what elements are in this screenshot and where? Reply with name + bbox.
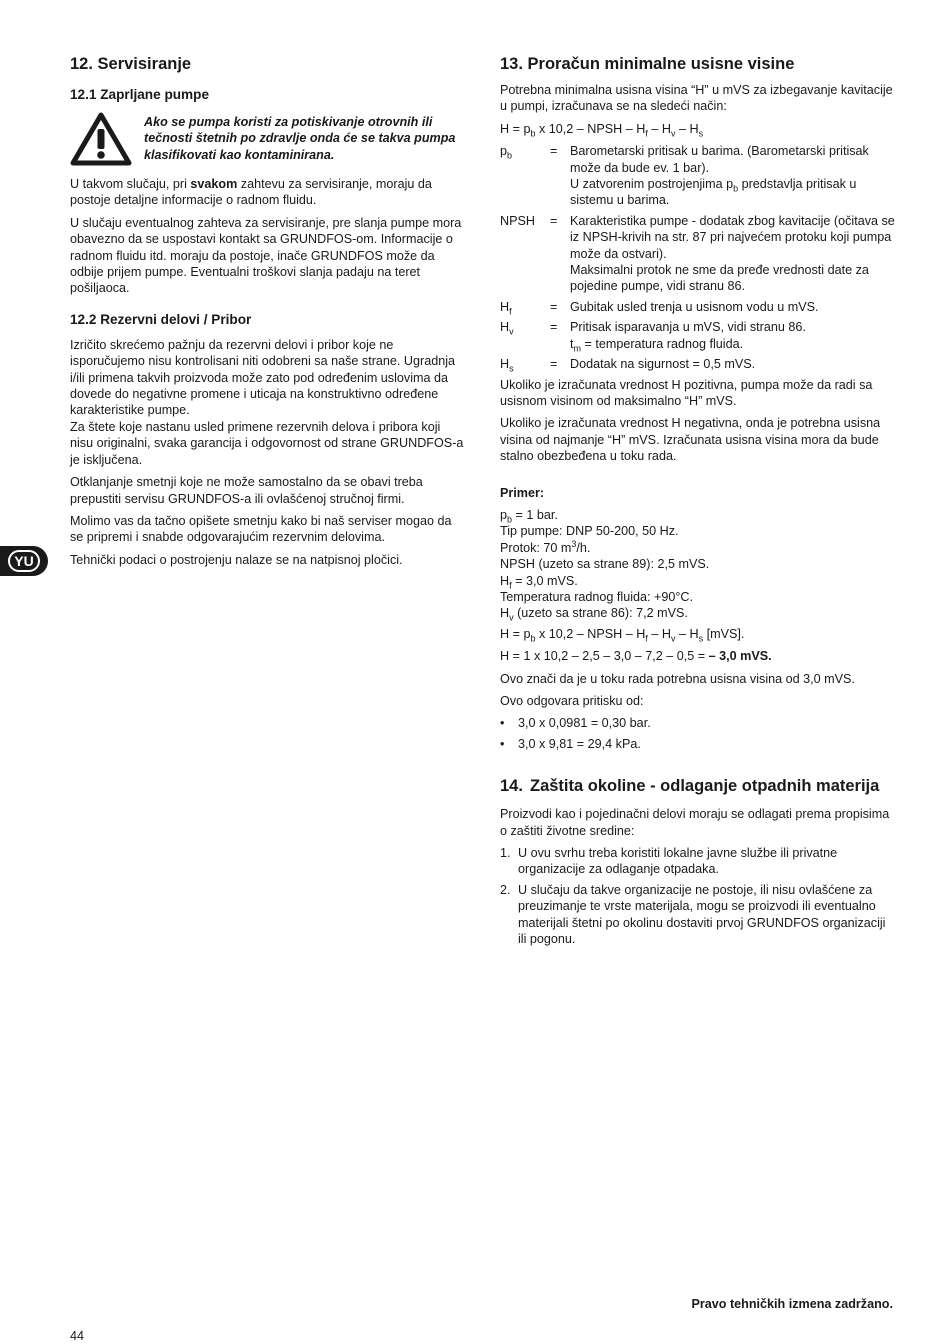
example-values: $p_b = 1$ bar. Tip pumpe: DNP 50-200, 50 Hz. Protok: 70 $m^3/h$. NPSH (uzeto sa strane 89): 2,5 mVS. $H_f = 3,0$ mVS. Temperatura radnog fluida: +90°C. $H_v$ (uzeto sa strane 86): 7,2 mVS. <box>500 507 710 623</box>
example-calculation: H = 1 x 10,2 – 2,5 – 3,0 – 7,2 – 0,5 = – 3,0 mVS. <box>500 649 772 664</box>
definition-hv: $H_v$ = Pritisak isparavanja u mVS, vidi stranu 86. $t_m$ = temperatura radnog fluida. <box>500 320 806 354</box>
paragraph-negative-h: Ukoliko je izračunata vrednost H negativna, onda je potrebna usisna visina od najmanje “H” mVS. Izračunata usisna visina mora da bude stalno obezbeđena u toku rada. <box>500 416 881 464</box>
definitions-list <box>500 143 895 372</box>
paragraph-troubleshooting: Otklanjanje smetnji koje ne može samostalno da se obavi treba prepustiti servisu GRUNDFOS-a ili ovlašćenoj stručnoj firmi. <box>70 475 423 506</box>
paragraph-contact: U slučaju eventualnog zahteva za servisiranje, pre slanja pumpe mora obavezno da se uspostavi kontakt sa GRUNDFOS-om. Informacije o radnom fluidu itd. moraju da postoje, inače GRUNDFOS može da odbije prijem pumpe. Eventualni troškovi slanja padaju na teret pošiljaoca. <box>70 215 462 296</box>
paragraph-nameplate: Tehnički podaci o postrojenju nalaze se na natpisnoj pločici. <box>70 552 403 567</box>
list-item: 1. U ovu svrhu treba koristiti lokalne javne službe ili privatne organizacije za odlaganje otpadaka. <box>500 846 838 877</box>
paragraph-intro: Potrebna minimalna usisna visina “H” u mVS za izbegavanje kavitacije u pumpi, izračunava se na sledeći način: <box>500 83 893 114</box>
list-item: • 3,0 x 0,0981 = 0,30 bar. <box>500 716 651 731</box>
warning-box <box>70 112 465 166</box>
list-item: 2. U slučaju da takve organizacije ne postoje, ili nisu ovlašćene za preuzimanje te vrste materijala, mogu se proizvodi ili eventualno materijali štetni po okolinu dostaviti prvoj GRUNDFOS organizaciji ili pogonu. <box>500 882 886 947</box>
right-column <box>500 54 895 951</box>
section-12-heading: 12. Servisiranje <box>70 55 192 73</box>
footer-note: Pravo tehničkih izmena zadržano. <box>691 1297 893 1311</box>
example-formula: $H = p_b$ x 10,2 – NPSH – $H_f - H_v - H_s$ [mVS]. <box>500 626 745 644</box>
paragraph-service-info: U takvom slučaju, pri svakom zahtevu za servisiranje, moraju da postoje detaljne informacije o radnom fluidu. <box>70 177 432 208</box>
disposal-list <box>500 845 895 947</box>
left-column <box>70 54 465 574</box>
paragraph-environment: Proizvodi kao i pojedinačni delovi moraju se odlagati prema propisima o zaštiti životne sredine: <box>500 807 890 838</box>
example-corresponds: Ovo odgovara pritisku od: <box>500 694 644 708</box>
list-item: • 3,0 x 9,81 = 29,4 kPa. <box>500 736 641 751</box>
language-tab: YU <box>0 546 48 576</box>
page-number: 44 <box>70 1329 85 1343</box>
example-label: Primer: <box>500 485 545 500</box>
paragraph-spare-parts: Izričito skrećemo pažnju da rezervni delovi i pribor koje ne isporučujemo nisu kontrolisani niti odobreni sa naše strane. Ugradnja i/ili primena takvih proizvoda može zato pod određenim uslovima da dovede do negativne promene i uticaja na konstruktivno određene karakteristike pumpe. <box>70 337 456 418</box>
warning-text: Ako se pumpa koristi za potiskivanje otrovnih ili tečnosti štetnih po zdravlje onda će se takva pumpa klasifikovati kao kontaminirana. <box>144 115 456 162</box>
paragraph-describe-fault: Molimo vas da tačno opišete smetnju kako bi naš serviser mogao da se pripremi i snabde odgovarajućim rezervnim delovima. <box>70 513 452 545</box>
paragraph-positive-h: Ukoliko je izračunata vrednost H pozitivna, pumpa može da radi sa usisnom visinom od maksimalno “H” mVS. <box>500 377 873 408</box>
section-12-2-heading: 12.2 Rezervni delovi / Pribor <box>70 311 252 327</box>
definition-hf: $H_f$ = Gubitak usled trenja u usisnom vodu u mVS. <box>500 299 819 317</box>
example-bullets <box>500 715 895 752</box>
section-12-1-heading: 12.1 Zaprljane pumpe <box>70 87 210 102</box>
section-14-heading: 14. Zaštita okoline - odlaganje otpadnih materija <box>500 777 880 796</box>
definition-pb: $p_b$ = Barometarski pritisak u barima. (Barometarski pritisak može da bude ev. 1 bar). U zatvorenim postrojenjima $p_b$ predstavlja pritisak u sistemu u barima. <box>500 144 869 208</box>
example-meaning: Ovo znači da je u toku rada potrebna usisna visina od 3,0 mVS. <box>500 671 855 686</box>
warning-triangle-icon <box>70 112 132 166</box>
paragraph-warranty: Za štete koje nastanu usled primene rezervnih delova i pribora koji nisu originalni, svaka garancija i odgovornost od strane GRUNDFOS-a je isključena. <box>70 419 464 467</box>
definition-hs: $H_s$ = Dodatak na sigurnost = 0,5 mVS. <box>500 357 756 374</box>
definition-npsh: NPSH = Karakteristika pumpe - dodatak zbog kavitacije (očitava se iz NPSH-krivih na str. 87 pri najvećem protoku koji pumpa može da ostvari). Maksimalni protok ne sme da pređe vrednosti date za pojedine pumpe, vidi stranu 86. <box>500 213 895 294</box>
section-13-heading: 13. Proračun minimalne usisne visine <box>500 55 795 73</box>
formula-main: $H = p_b$ x 10,2 – NPSH – $H_f - H_v - H_s$ <box>500 121 704 139</box>
